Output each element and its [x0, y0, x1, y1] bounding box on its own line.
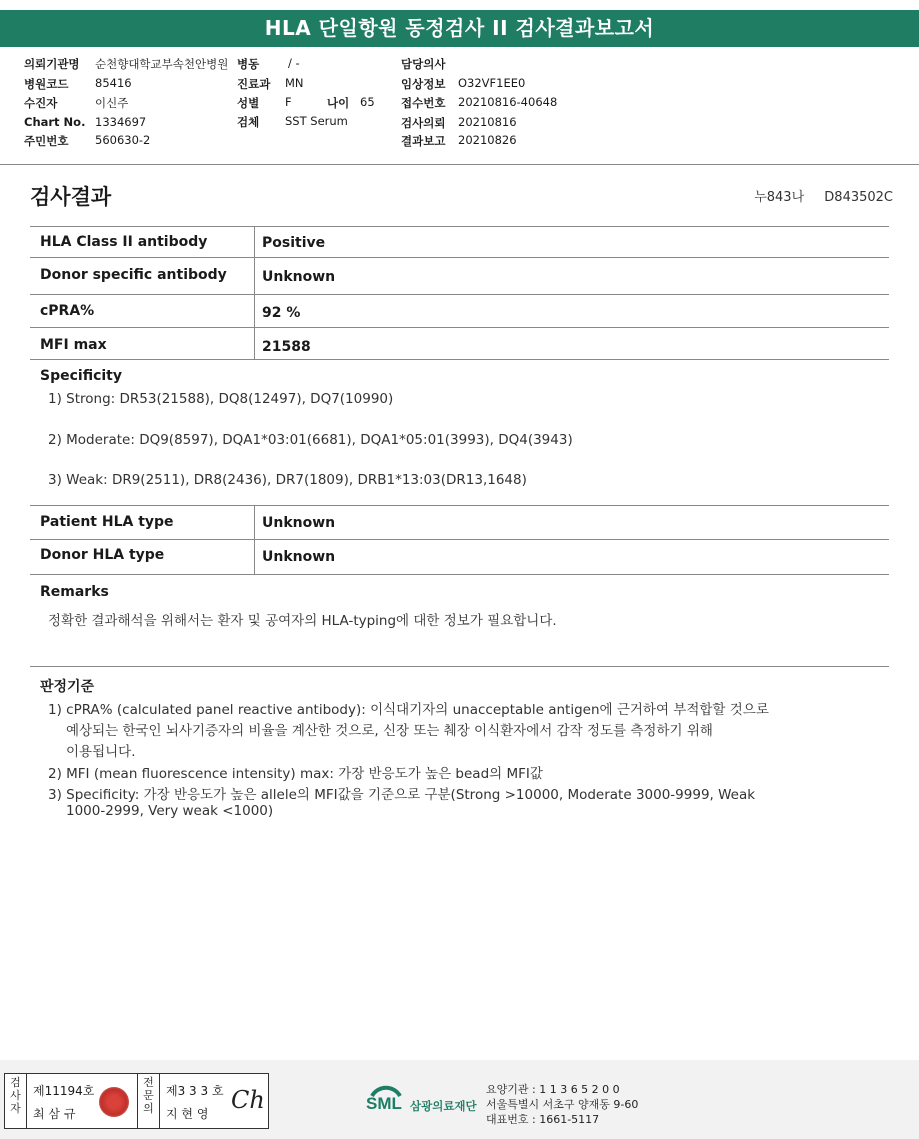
criteria-title: 판정기준 — [40, 679, 95, 695]
table-row — [30, 226, 889, 257]
criteria-item: 3) Specificity: 가장 반응도가 높은 allele의 MFI값을 기준으로 구분(Strong >10000, Moderate 3000-9999, Weak — [48, 787, 756, 803]
specialist-license-no: 제3 3 3 호 — [166, 1084, 224, 1098]
org-code: 요양기관 : 1 1 3 6 5 2 0 0 — [486, 1083, 620, 1096]
results-table — [30, 226, 889, 360]
value-chart-no: 1334697 — [95, 115, 147, 129]
criteria-item: 예상되는 한국인 뇌사기증자의 비율을 계산한 것으로, 신장 또는 췌장 이식환자에서 감작 정도를 측정하기 위해 — [66, 723, 713, 739]
table-row — [30, 539, 889, 574]
hla-type-table — [30, 505, 889, 575]
criteria-item: 1) cPRA% (calculated panel reactive antibody): 이식대기자의 unacceptable antigen에 근거하여 부적합할 것으로 — [48, 702, 769, 718]
column-separator — [254, 295, 255, 327]
value-receipt-no: 20210816-40648 — [458, 95, 558, 109]
label-specimen: 검체 — [237, 115, 260, 129]
table-row — [30, 505, 889, 539]
table-row — [30, 327, 889, 360]
signature-box — [4, 1073, 269, 1129]
row-key: Donor HLA type — [40, 547, 165, 563]
label-request-date: 검사의뢰 — [401, 116, 446, 130]
reviewer-label — [5, 1074, 27, 1128]
reviewer-license-no: 제11194호 — [33, 1084, 95, 1098]
label-age: 나이 — [327, 96, 350, 110]
row-key: HLA Class II antibody — [40, 234, 208, 250]
row-value: Unknown — [262, 515, 336, 531]
column-separator — [254, 506, 255, 539]
value-age: 65 — [360, 95, 375, 109]
remarks-text: 정확한 결과해석을 위해서는 환자 및 공여자의 HLA-typing에 대한 정보가 필요합니다. — [48, 613, 557, 629]
logo-text: SML — [366, 1094, 402, 1113]
row-value: 92 % — [262, 305, 301, 321]
document-code-1: 누843나 — [754, 190, 805, 205]
column-separator — [254, 328, 255, 360]
criteria-item: 2) MFI (mean fluorescence intensity) max: 가장 반응도가 높은 bead의 MFI값 — [48, 766, 543, 782]
specificity-strong: 1) Strong: DR53(21588), DQ8(12497), DQ7(10990) — [48, 391, 394, 407]
specialist-label-text: 전문의 — [143, 1076, 154, 1115]
value-report-date: 20210826 — [458, 133, 517, 147]
specificity-moderate: 2) Moderate: DQ9(8597), DQA1*03:01(6681), DQA1*05:01(3993), DQ4(3943) — [48, 432, 573, 448]
row-value: Unknown — [262, 549, 336, 565]
org-address: 서울특별시 서초구 양재동 9-60 — [486, 1098, 639, 1111]
header-info — [0, 56, 919, 166]
value-clinical-info: O32VF1EE0 — [458, 76, 526, 90]
criteria-item: 이용됩니다. — [66, 744, 136, 760]
specificity-title: Specificity — [40, 368, 122, 384]
label-report-date: 결과보고 — [401, 134, 446, 148]
column-separator — [254, 258, 255, 294]
value-institution: 순천향대학교부속천안병원 — [95, 57, 229, 71]
criteria-item: 1000-2999, Very weak <1000) — [66, 803, 274, 819]
signature: Ch — [231, 1086, 265, 1114]
label-patient: 수진자 — [24, 96, 58, 110]
reviewer-label-text: 검사자 — [10, 1076, 21, 1115]
label-ward: 병동 — [237, 57, 260, 71]
label-doctor: 담당의사 — [401, 57, 446, 71]
label-receipt-no: 접수번호 — [401, 96, 446, 110]
org-info — [486, 1082, 638, 1127]
label-sex: 성별 — [237, 96, 260, 110]
row-value: Unknown — [262, 269, 336, 285]
row-key: Donor specific antibody — [40, 267, 227, 283]
label-department: 진료과 — [237, 77, 271, 91]
org-name: 삼광의료재단 — [410, 1099, 477, 1113]
value-sex: F — [285, 95, 292, 109]
document-code-2: D843502C — [824, 190, 893, 205]
label-chart-no: Chart No. — [24, 115, 86, 129]
report-title: HLA 단일항원 동정검사 II 검사결과보고서 — [0, 10, 919, 47]
value-specimen: SST Serum — [285, 114, 348, 128]
value-hospital-code: 85416 — [95, 76, 132, 90]
divider — [30, 666, 889, 667]
divider — [0, 164, 919, 165]
table-row — [30, 257, 889, 294]
section-title-results: 검사결과 — [30, 185, 112, 209]
label-institution: 의뢰기관명 — [24, 57, 80, 71]
specialist-name: 지 현 영 — [166, 1107, 209, 1121]
row-value: 21588 — [262, 339, 311, 355]
reviewer-name: 최 삼 규 — [33, 1107, 76, 1121]
specificity-weak: 3) Weak: DR9(2511), DR8(2436), DR7(1809), DRB1*13:03(DR13,1648) — [48, 472, 527, 488]
column-separator — [254, 227, 255, 257]
specialist-label — [138, 1074, 160, 1128]
column-separator — [254, 540, 255, 574]
label-hospital-code: 병원코드 — [24, 77, 69, 91]
row-key: Patient HLA type — [40, 514, 174, 530]
value-resident-no: 560630-2 — [95, 133, 151, 147]
row-key: MFI max — [40, 337, 107, 353]
value-patient: 이신주 — [95, 96, 129, 110]
table-row — [30, 294, 889, 327]
remarks-title: Remarks — [40, 584, 109, 600]
row-value: Positive — [262, 235, 326, 251]
seal-icon — [99, 1087, 129, 1117]
value-department: MN — [285, 76, 304, 90]
document-codes — [738, 186, 893, 205]
label-clinical-info: 임상정보 — [401, 77, 446, 91]
value-ward: / - — [288, 56, 300, 70]
value-request-date: 20210816 — [458, 115, 517, 129]
row-key: cPRA% — [40, 303, 95, 319]
label-resident-no: 주민번호 — [24, 134, 69, 148]
org-phone: 대표번호 : 1661-5117 — [486, 1113, 600, 1126]
